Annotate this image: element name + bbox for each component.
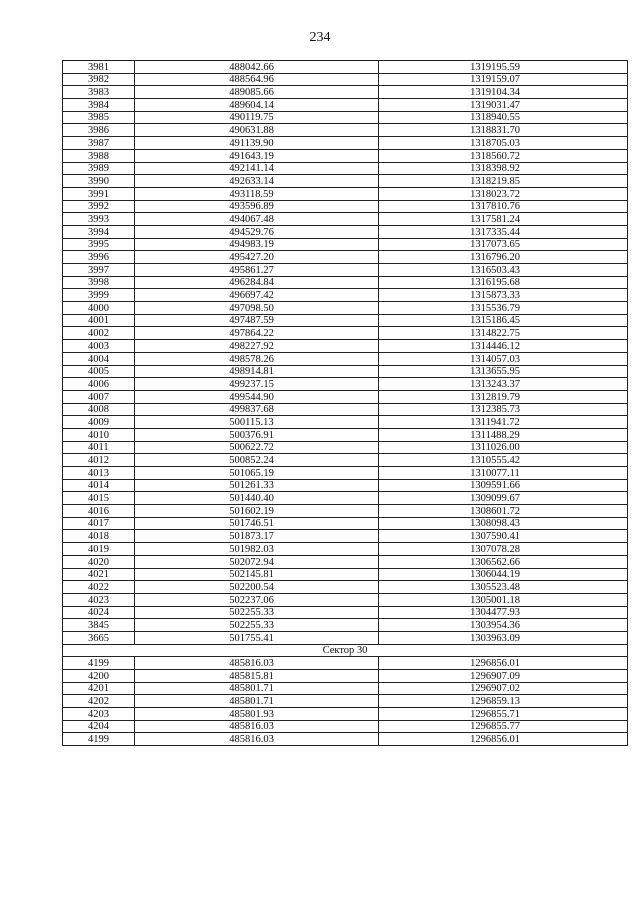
table-row bbox=[63, 631, 628, 644]
table-row bbox=[63, 720, 628, 733]
y-coordinate: 1310555.42 bbox=[379, 454, 628, 467]
table-row bbox=[63, 505, 628, 518]
table-row bbox=[63, 327, 628, 340]
x-coordinate: 490119.75 bbox=[135, 111, 379, 124]
point-number: 4015 bbox=[63, 492, 135, 505]
x-coordinate: 485815.81 bbox=[135, 670, 379, 683]
table-row bbox=[63, 454, 628, 467]
table-row bbox=[63, 657, 628, 670]
x-coordinate: 497487.59 bbox=[135, 314, 379, 327]
table-row bbox=[63, 86, 628, 99]
table-row bbox=[63, 340, 628, 353]
y-coordinate: 1317073.65 bbox=[379, 238, 628, 251]
point-number: 4009 bbox=[63, 416, 135, 429]
x-coordinate: 485816.03 bbox=[135, 657, 379, 670]
y-coordinate: 1318023.72 bbox=[379, 187, 628, 200]
y-coordinate: 1316796.20 bbox=[379, 251, 628, 264]
sector-header bbox=[63, 644, 628, 657]
y-coordinate: 1309591.66 bbox=[379, 479, 628, 492]
x-coordinate: 485801.71 bbox=[135, 695, 379, 708]
point-number: 3985 bbox=[63, 111, 135, 124]
coordinates-table bbox=[62, 60, 628, 746]
y-coordinate: 1315536.79 bbox=[379, 302, 628, 315]
y-coordinate: 1305001.18 bbox=[379, 593, 628, 606]
table-row bbox=[63, 606, 628, 619]
y-coordinate: 1316195.68 bbox=[379, 276, 628, 289]
x-coordinate: 495427.20 bbox=[135, 251, 379, 264]
x-coordinate: 499237.15 bbox=[135, 378, 379, 391]
point-number: 4016 bbox=[63, 505, 135, 518]
point-number: 4201 bbox=[63, 682, 135, 695]
point-number: 4200 bbox=[63, 670, 135, 683]
table-row bbox=[63, 492, 628, 505]
y-coordinate: 1296907.02 bbox=[379, 682, 628, 695]
point-number: 3999 bbox=[63, 289, 135, 302]
table-row bbox=[63, 251, 628, 264]
y-coordinate: 1303963.09 bbox=[379, 631, 628, 644]
sector-title-row bbox=[63, 644, 628, 657]
sector-title: Сектор 30 bbox=[63, 644, 628, 657]
y-coordinate: 1318398.92 bbox=[379, 162, 628, 175]
table-row bbox=[63, 137, 628, 150]
point-number: 4203 bbox=[63, 708, 135, 721]
point-number: 4005 bbox=[63, 365, 135, 378]
point-number: 4010 bbox=[63, 428, 135, 441]
table-row bbox=[63, 555, 628, 568]
point-number: 4022 bbox=[63, 581, 135, 594]
y-coordinate: 1319159.07 bbox=[379, 73, 628, 86]
x-coordinate: 491643.19 bbox=[135, 149, 379, 162]
table-row bbox=[63, 403, 628, 416]
point-number: 4011 bbox=[63, 441, 135, 454]
table-row bbox=[63, 479, 628, 492]
y-coordinate: 1315873.33 bbox=[379, 289, 628, 302]
point-number: 4012 bbox=[63, 454, 135, 467]
point-number: 3988 bbox=[63, 149, 135, 162]
table-row bbox=[63, 581, 628, 594]
point-number: 3998 bbox=[63, 276, 135, 289]
y-coordinate: 1315186.45 bbox=[379, 314, 628, 327]
x-coordinate: 485801.71 bbox=[135, 682, 379, 695]
x-coordinate: 490631.88 bbox=[135, 124, 379, 137]
y-coordinate: 1304477.93 bbox=[379, 606, 628, 619]
y-coordinate: 1317581.24 bbox=[379, 213, 628, 226]
table-row bbox=[63, 238, 628, 251]
y-coordinate: 1309099.67 bbox=[379, 492, 628, 505]
x-coordinate: 501982.03 bbox=[135, 543, 379, 556]
x-coordinate: 494067.48 bbox=[135, 213, 379, 226]
point-number: 4008 bbox=[63, 403, 135, 416]
x-coordinate: 500376.91 bbox=[135, 428, 379, 441]
point-number: 3987 bbox=[63, 137, 135, 150]
y-coordinate: 1296907.09 bbox=[379, 670, 628, 683]
point-number: 3997 bbox=[63, 264, 135, 277]
y-coordinate: 1314446.12 bbox=[379, 340, 628, 353]
table-row bbox=[63, 568, 628, 581]
x-coordinate: 501261.33 bbox=[135, 479, 379, 492]
x-coordinate: 501065.19 bbox=[135, 467, 379, 480]
x-coordinate: 489604.14 bbox=[135, 99, 379, 112]
y-coordinate: 1311488.29 bbox=[379, 428, 628, 441]
x-coordinate: 501602.19 bbox=[135, 505, 379, 518]
y-coordinate: 1307078.28 bbox=[379, 543, 628, 556]
table-row bbox=[63, 428, 628, 441]
x-coordinate: 502145.81 bbox=[135, 568, 379, 581]
y-coordinate: 1311026.00 bbox=[379, 441, 628, 454]
x-coordinate: 495861.27 bbox=[135, 264, 379, 277]
y-coordinate: 1312385.73 bbox=[379, 403, 628, 416]
x-coordinate: 491139.90 bbox=[135, 137, 379, 150]
x-coordinate: 500852.24 bbox=[135, 454, 379, 467]
point-number: 3984 bbox=[63, 99, 135, 112]
y-coordinate: 1296856.01 bbox=[379, 657, 628, 670]
y-coordinate: 1308098.43 bbox=[379, 517, 628, 530]
table-row bbox=[63, 61, 628, 74]
x-coordinate: 502237.06 bbox=[135, 593, 379, 606]
point-number: 4019 bbox=[63, 543, 135, 556]
x-coordinate: 500115.13 bbox=[135, 416, 379, 429]
y-coordinate: 1319195.59 bbox=[379, 61, 628, 74]
point-number: 3982 bbox=[63, 73, 135, 86]
table-row bbox=[63, 162, 628, 175]
y-coordinate: 1296855.77 bbox=[379, 720, 628, 733]
y-coordinate: 1318705.03 bbox=[379, 137, 628, 150]
x-coordinate: 488564.96 bbox=[135, 73, 379, 86]
x-coordinate: 493596.89 bbox=[135, 200, 379, 213]
y-coordinate: 1296856.01 bbox=[379, 733, 628, 746]
point-number: 3845 bbox=[63, 619, 135, 632]
x-coordinate: 488042.66 bbox=[135, 61, 379, 74]
table-row bbox=[63, 200, 628, 213]
point-number: 4021 bbox=[63, 568, 135, 581]
point-number: 3990 bbox=[63, 175, 135, 188]
table-row bbox=[63, 99, 628, 112]
x-coordinate: 501440.40 bbox=[135, 492, 379, 505]
point-number: 4017 bbox=[63, 517, 135, 530]
y-coordinate: 1311941.72 bbox=[379, 416, 628, 429]
table-row bbox=[63, 708, 628, 721]
x-coordinate: 501746.51 bbox=[135, 517, 379, 530]
point-number: 3981 bbox=[63, 61, 135, 74]
x-coordinate: 498227.92 bbox=[135, 340, 379, 353]
x-coordinate: 496284.84 bbox=[135, 276, 379, 289]
point-number: 3983 bbox=[63, 86, 135, 99]
table-row bbox=[63, 352, 628, 365]
point-number: 4020 bbox=[63, 555, 135, 568]
x-coordinate: 502255.33 bbox=[135, 619, 379, 632]
x-coordinate: 492141.14 bbox=[135, 162, 379, 175]
page-number: 234 bbox=[309, 30, 331, 45]
point-number: 3989 bbox=[63, 162, 135, 175]
x-coordinate: 492633.14 bbox=[135, 175, 379, 188]
point-number: 4007 bbox=[63, 390, 135, 403]
x-coordinate: 497098.50 bbox=[135, 302, 379, 315]
y-coordinate: 1313243.37 bbox=[379, 378, 628, 391]
point-number: 4204 bbox=[63, 720, 135, 733]
x-coordinate: 501873.17 bbox=[135, 530, 379, 543]
x-coordinate: 502072.94 bbox=[135, 555, 379, 568]
y-coordinate: 1318560.72 bbox=[379, 149, 628, 162]
table-row bbox=[63, 225, 628, 238]
x-coordinate: 497864.22 bbox=[135, 327, 379, 340]
point-number: 3996 bbox=[63, 251, 135, 264]
x-coordinate: 485816.03 bbox=[135, 733, 379, 746]
table-row bbox=[63, 390, 628, 403]
x-coordinate: 501755.41 bbox=[135, 631, 379, 644]
x-coordinate: 493118.59 bbox=[135, 187, 379, 200]
point-number: 4003 bbox=[63, 340, 135, 353]
y-coordinate: 1296859.13 bbox=[379, 695, 628, 708]
y-coordinate: 1306562.66 bbox=[379, 555, 628, 568]
sector-table-body bbox=[63, 657, 628, 746]
point-number: 3992 bbox=[63, 200, 135, 213]
x-coordinate: 485801.93 bbox=[135, 708, 379, 721]
y-coordinate: 1303954.36 bbox=[379, 619, 628, 632]
point-number: 4001 bbox=[63, 314, 135, 327]
y-coordinate: 1306044.19 bbox=[379, 568, 628, 581]
table-row bbox=[63, 441, 628, 454]
point-number: 4018 bbox=[63, 530, 135, 543]
table-row bbox=[63, 619, 628, 632]
y-coordinate: 1318831.70 bbox=[379, 124, 628, 137]
table-row bbox=[63, 670, 628, 683]
coordinates-table-body bbox=[63, 61, 628, 645]
x-coordinate: 500622.72 bbox=[135, 441, 379, 454]
point-number: 4024 bbox=[63, 606, 135, 619]
y-coordinate: 1314822.75 bbox=[379, 327, 628, 340]
table-row bbox=[63, 111, 628, 124]
y-coordinate: 1308601.72 bbox=[379, 505, 628, 518]
point-number: 3986 bbox=[63, 124, 135, 137]
x-coordinate: 502200.54 bbox=[135, 581, 379, 594]
x-coordinate: 496697.42 bbox=[135, 289, 379, 302]
table-row bbox=[63, 593, 628, 606]
table-row bbox=[63, 213, 628, 226]
point-number: 4004 bbox=[63, 352, 135, 365]
table-row bbox=[63, 124, 628, 137]
x-coordinate: 502255.33 bbox=[135, 606, 379, 619]
table-row bbox=[63, 264, 628, 277]
point-number: 3995 bbox=[63, 238, 135, 251]
table-row bbox=[63, 365, 628, 378]
table-row bbox=[63, 73, 628, 86]
table-row bbox=[63, 314, 628, 327]
y-coordinate: 1318940.55 bbox=[379, 111, 628, 124]
x-coordinate: 499837.68 bbox=[135, 403, 379, 416]
table-row bbox=[63, 530, 628, 543]
table-row bbox=[63, 149, 628, 162]
table-row bbox=[63, 733, 628, 746]
point-number: 3665 bbox=[63, 631, 135, 644]
table-row bbox=[63, 416, 628, 429]
y-coordinate: 1317810.76 bbox=[379, 200, 628, 213]
y-coordinate: 1318219.85 bbox=[379, 175, 628, 188]
y-coordinate: 1305523.48 bbox=[379, 581, 628, 594]
x-coordinate: 489085.66 bbox=[135, 86, 379, 99]
table-row bbox=[63, 682, 628, 695]
x-coordinate: 498914.81 bbox=[135, 365, 379, 378]
x-coordinate: 485816.03 bbox=[135, 720, 379, 733]
point-number: 4013 bbox=[63, 467, 135, 480]
y-coordinate: 1316503.43 bbox=[379, 264, 628, 277]
point-number: 4000 bbox=[63, 302, 135, 315]
table-row bbox=[63, 543, 628, 556]
table-row bbox=[63, 289, 628, 302]
point-number: 4023 bbox=[63, 593, 135, 606]
x-coordinate: 498578.26 bbox=[135, 352, 379, 365]
point-number: 4014 bbox=[63, 479, 135, 492]
table-row bbox=[63, 175, 628, 188]
point-number: 4202 bbox=[63, 695, 135, 708]
y-coordinate: 1319031.47 bbox=[379, 99, 628, 112]
table-row bbox=[63, 378, 628, 391]
table-row bbox=[63, 187, 628, 200]
point-number: 3991 bbox=[63, 187, 135, 200]
y-coordinate: 1296855.71 bbox=[379, 708, 628, 721]
table-row bbox=[63, 695, 628, 708]
point-number: 4199 bbox=[63, 657, 135, 670]
point-number: 4002 bbox=[63, 327, 135, 340]
x-coordinate: 499544.90 bbox=[135, 390, 379, 403]
y-coordinate: 1317335.44 bbox=[379, 225, 628, 238]
y-coordinate: 1314057.03 bbox=[379, 352, 628, 365]
y-coordinate: 1310077.11 bbox=[379, 467, 628, 480]
y-coordinate: 1319104.34 bbox=[379, 86, 628, 99]
table-row bbox=[63, 302, 628, 315]
point-number: 3994 bbox=[63, 225, 135, 238]
y-coordinate: 1307590.41 bbox=[379, 530, 628, 543]
table-row bbox=[63, 467, 628, 480]
table-row bbox=[63, 276, 628, 289]
x-coordinate: 494983.19 bbox=[135, 238, 379, 251]
y-coordinate: 1312819.79 bbox=[379, 390, 628, 403]
point-number: 3993 bbox=[63, 213, 135, 226]
point-number: 4199 bbox=[63, 733, 135, 746]
point-number: 4006 bbox=[63, 378, 135, 391]
x-coordinate: 494529.76 bbox=[135, 225, 379, 238]
table-row bbox=[63, 517, 628, 530]
y-coordinate: 1313655.95 bbox=[379, 365, 628, 378]
